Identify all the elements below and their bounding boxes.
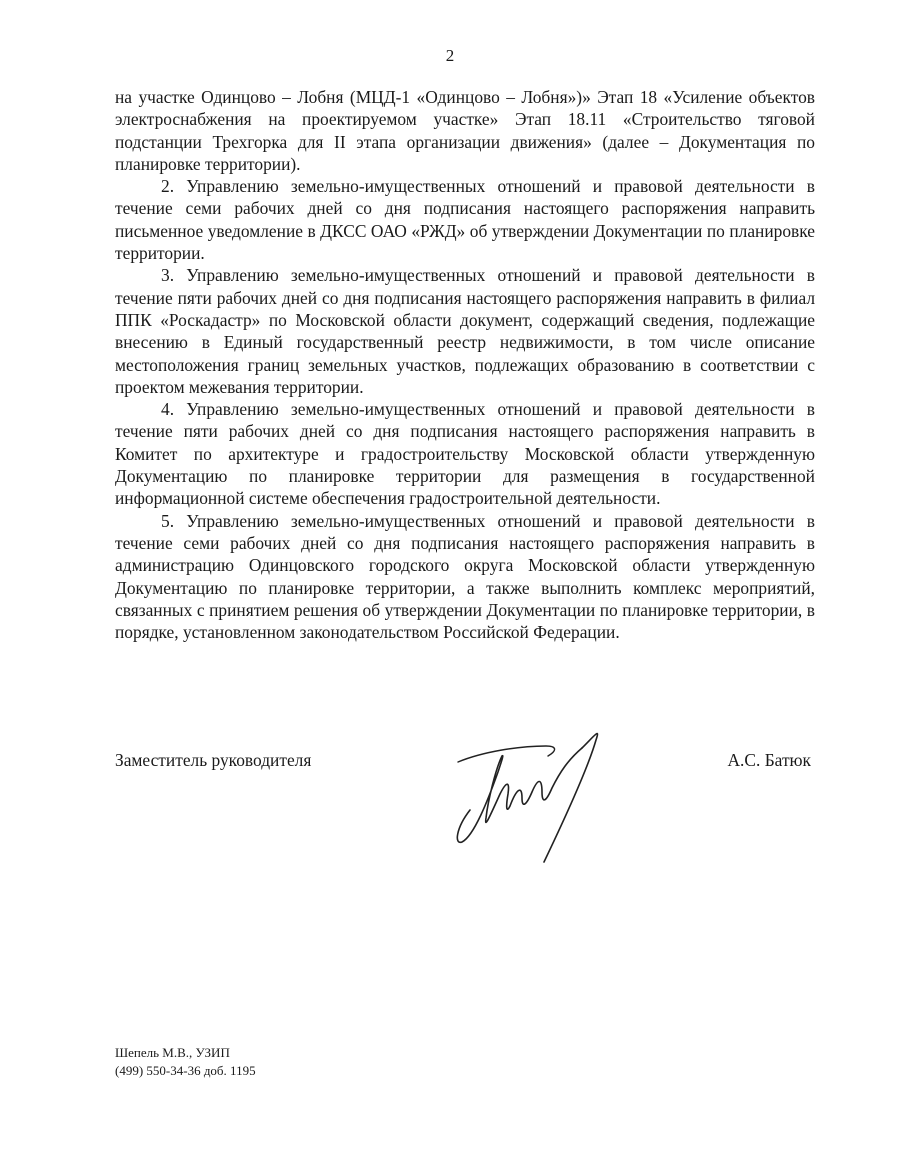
paragraph-item-2: 2. Управлению земельно-имущественных отношений и правовой деятельности в течение семи рабочих дней со дня подписания настоящего распоряжения направить письменное уведомление в ДКСС ОАО «РЖД» об утверждении Документации по планировке территории.	[115, 176, 815, 264]
signer-title: Заместитель руководителя	[115, 750, 312, 770]
document-body	[115, 86, 815, 643]
signer-name: А.С. Батюк	[727, 750, 811, 770]
paragraph-item-3: 3. Управлению земельно-имущественных отношений и правовой деятельности в течение пяти рабочих дней со дня подписания настоящего распоряжения направить в филиал ППК «Роскадастр» по Московской области документ, содержащий сведения, подлежащие внесению в Единый государственный реестр недвижимости, в том числе описание местоположения границ земельных участков, подлежащих образованию в соответствии с проектом межевания территории.	[115, 265, 815, 397]
paragraph-item-5: 5. Управлению земельно-имущественных отношений и правовой деятельности в течение семи рабочих дней со дня подписания настоящего распоряжения направить в администрацию Одинцовского городского округа Московской области утвержденную Документацию по планировке территории, а также выполнить комплекс мероприятий, связанных с принятием решения об утверждении Документации по планировке территории, в порядке, установленном законодательством Российской Федерации.	[115, 510, 815, 643]
paragraph-continuation: на участке Одинцово – Лобня (МЦД-1 «Одинцово – Лобня»)» Этап 18 «Усиление объектов электроснабжения на проектируемом участке» Этап 18.11 «Строительство тяговой подстанции Трехгорка для II этапа организации движения» (далее – Документация по планировке территории).	[115, 87, 815, 174]
handwritten-signature	[448, 720, 618, 870]
footer-contact	[115, 1044, 256, 1080]
footer-phone: (499) 550-34-36 доб. 1195	[115, 1063, 256, 1078]
paragraph-item-4: 4. Управлению земельно-имущественных отношений и правовой деятельности в течение пяти рабочих дней со дня подписания настоящего распоряжения направить в Комитет по архитектуре и градостроительству Московской области утвержденную Документацию по планировке территории для размещения в государственной информационной системе обеспечения градостроительной деятельности.	[115, 399, 815, 509]
page-number: 2	[445, 46, 455, 65]
footer-executor: Шепель М.В., УЗИП	[115, 1045, 230, 1060]
